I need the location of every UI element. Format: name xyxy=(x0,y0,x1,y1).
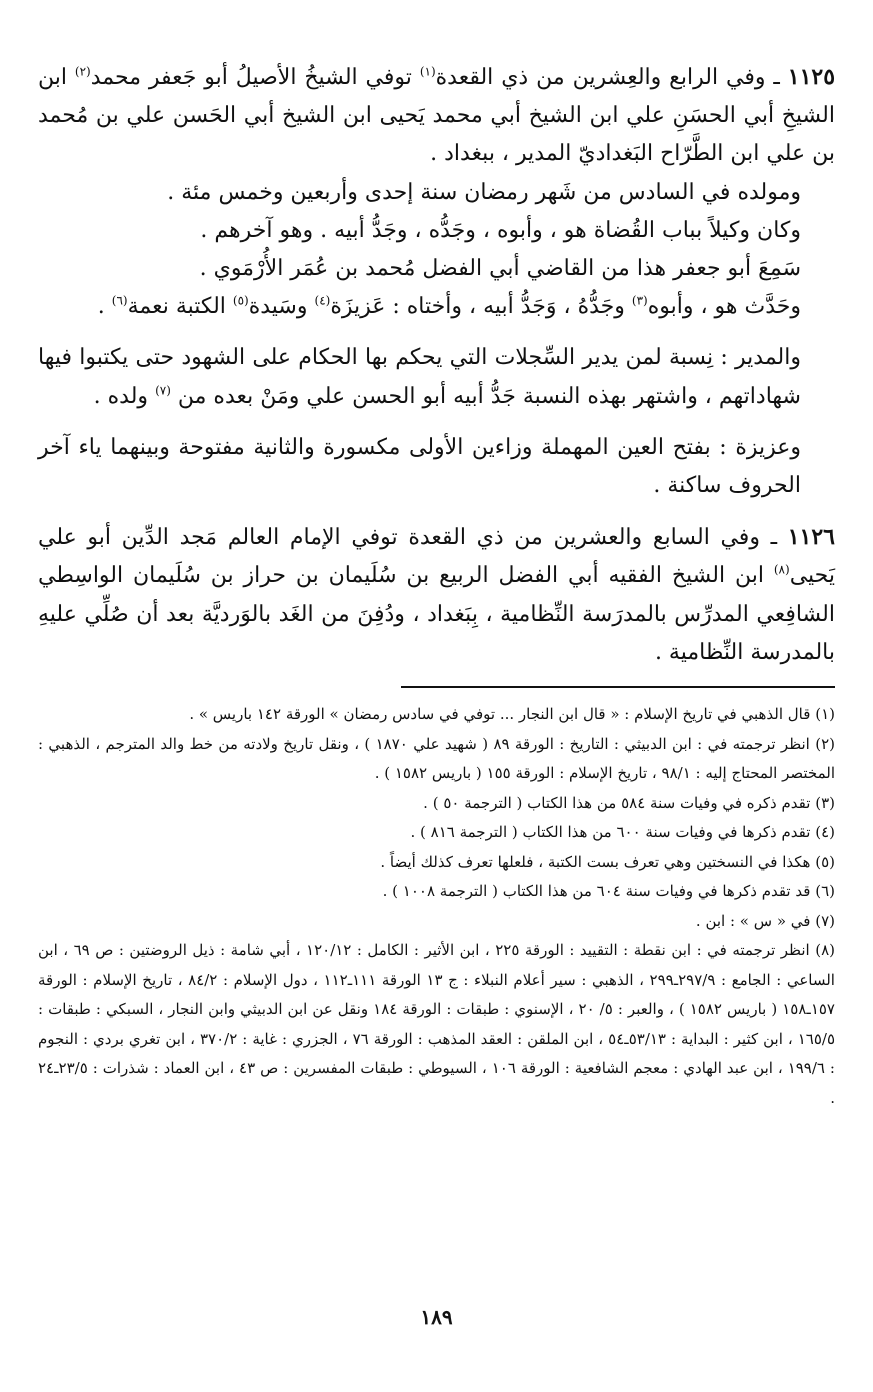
main-text xyxy=(38,58,835,672)
footnote: (٢) انظر ترجمته في : ابن الدبيثي : التاريخ : الورقة ٨٩ ( شهيد علي ١٨٧٠ ) ، ونقل تاريخ ولادته من خط والد المترجم ، الذهبي : المختصر المحتاج إليه : ٩٨/١ ، تاريخ الإسلام : الورقة ١٥٥ ( باريس ١٥٨٢ ) . xyxy=(38,734,835,783)
agent-line: وكان وكيلاً بباب القُضاة هو ، وأبوه ، وجَدُّه ، وجَدُّ أبيه . وهو آخرهم . xyxy=(200,217,801,243)
footnote-ref[interactable]: (٣) xyxy=(631,293,648,308)
aziza-paragraph: وعزيزة : بفتح العين المهملة وزاءين الأولى مكسورة والثانية مفتوحة وبينهما ياء آخر الحروف ساكنة . xyxy=(38,434,801,499)
birth-line: ومولده في السادس من شَهر رمضان سنة إحدى وأربعين وخمس مئة . xyxy=(167,179,801,205)
footnote-ref[interactable]: (٤) xyxy=(314,293,331,308)
heard-line: سَمِعَ أبو جعفر هذا من القاضي أبي الفضل مُحمد بن عُمَر الأُرْمَوي . xyxy=(199,256,801,282)
footnote-ref[interactable]: (١) xyxy=(419,64,436,79)
narrated-paragraph: وحَدَّث هو ، وأبوه$^{(٣)}$ وجَدُّهُ ، وَجَدُّ أبيه ، وأختاه : عَزيزَة$^{(٤)}$ وسَيدة$^{(٥)}$ الكتبة نعمة$^{(٦)}$ . xyxy=(97,293,801,320)
footnote: (٦) قد تقدم ذكرها في وفيات سنة ٦٠٤ من هذا الكتاب ( الترجمة ١٠٠٨ ) . xyxy=(382,882,835,901)
footnote-divider xyxy=(401,686,835,688)
entry-number: ١١٢٥ xyxy=(787,64,836,90)
mudir-paragraph: والمدير : نِسبة لمن يدير السِّجلات التي يحكم بها الحكام على الشهود حتى يكتبوا فيها شهاداتهم ، واشتهر بهذه النسبة جَدُّ أبيه أبو الحسن علي ومَنْ بعده من $^{(٧)}$ ولده . xyxy=(38,345,801,409)
footnote: (٥) هكذا في النسختين وهي تعرف بست الكتبة ، فلعلها تعرف كذلك أيضاً . xyxy=(380,852,835,871)
footnote: (٨) انظر ترجمته في : ابن نقطة : التقييد : الورقة ٢٢٥ ، ابن الأثير : الكامل : ١٢٠/١٢ ، أبي شامة : ذيل الروضتين : ص ٦٩ ، ابن الساعي : الجامع : ٢٩٧/٩ـ٢٩٩ ، الذهبي : سير أعلام النبلاء : ج ١٣ الورقة ١١١ـ١١٢ ، دول الإسلام : ٨٤/٢ ، تاريخ الإسلام : الورقة ١٥٧ـ١٥٨ ( باريس ١٥٨٢ ) ، والعبر : ٥/ ٢٠ ، الإسنوي : طبقات : الورقة ١٨٤ ونقل عن ابن الدبيثي وابن النجار ، السبكي : طبقات : ١٦٥/٥ ، ابن كثير : البداية : ٥٣/١٣ـ٥٤ ، ابن الملقن : العقد المذهب : الورقة ٧٦ ، الجزري : غاية : ٣٧٠/٢ ، ابن تغري بردي : النجوم : ١٩٩/٦ ، ابن عبد الهادي : معجم الشافعية : الورقة ١٠٦ ، السيوطي : طبقات المفسرين : ص ٤٣ ، ابن العماد : شذرات : ٢٣/٥ـ٢٤ . xyxy=(38,941,836,1107)
footnote-ref[interactable]: (٨) xyxy=(773,563,790,578)
footnote: (١) قال الذهبي في تاريخ الإسلام : « قال ابن النجار ... توفي في سادس رمضان » الورقة ١٤٢ باريس » . xyxy=(189,705,835,724)
entry-1126-heading: ١١٢٦ ـ وفي السابع والعشرين من ذي القعدة توفي الإمام العالم مَجد الدِّين أبو علي يَحيى$^{(٨)}$ ابن الشيخ الفقيه أبي الفضل الربيع بن سُلَيمان بن حراز بن سُلَيمان الواسِطي الشافِعي المدرِّس بالمدرَسة النِّظامية ، بِبَغداد ، ودُفِنَ من الغَد بالوَرديَّة بعد أن صُلِّي عليهِ بالمدرسة النِّظامية . xyxy=(38,524,835,665)
footnotes xyxy=(38,700,835,1113)
footnote-ref[interactable]: (٧) xyxy=(155,383,171,398)
footnote-ref[interactable]: (٥) xyxy=(232,293,249,308)
footnote: (٧) في « س » : ابن . xyxy=(695,911,835,930)
entry-number: ١١٢٦ xyxy=(787,524,835,551)
footnote-ref[interactable]: (٢) xyxy=(74,64,91,79)
footnote: (٣) تقدم ذكره في وفيات سنة ٥٨٤ من هذا الكتاب ( الترجمة ٥٠ ) . xyxy=(423,793,835,812)
entry-1125-heading: ١١٢٥ ـ وفي الرابع والعِشرين من ذي القعدة$^{(١)}$ توفي الشيخُ الأصيلُ أبو جَعفر محمد$^{(٢)}$ ابن الشيخِ أبي الحسَنِ علي ابن الشيخ أبي محمد يَحيى ابن الشيخ أبي الحَسن علي بن مُحمد بن علي ابن الطَّرّاح البَغداديّ المدير ، ببغداد . xyxy=(38,64,836,167)
footnote-ref[interactable]: (٦) xyxy=(111,293,128,308)
footnote: (٤) تقدم ذكرها في وفيات سنة ٦٠٠ من هذا الكتاب ( الترجمة ٨١٦ ) . xyxy=(410,823,835,842)
page-number: ١٨٩ xyxy=(420,1305,453,1329)
